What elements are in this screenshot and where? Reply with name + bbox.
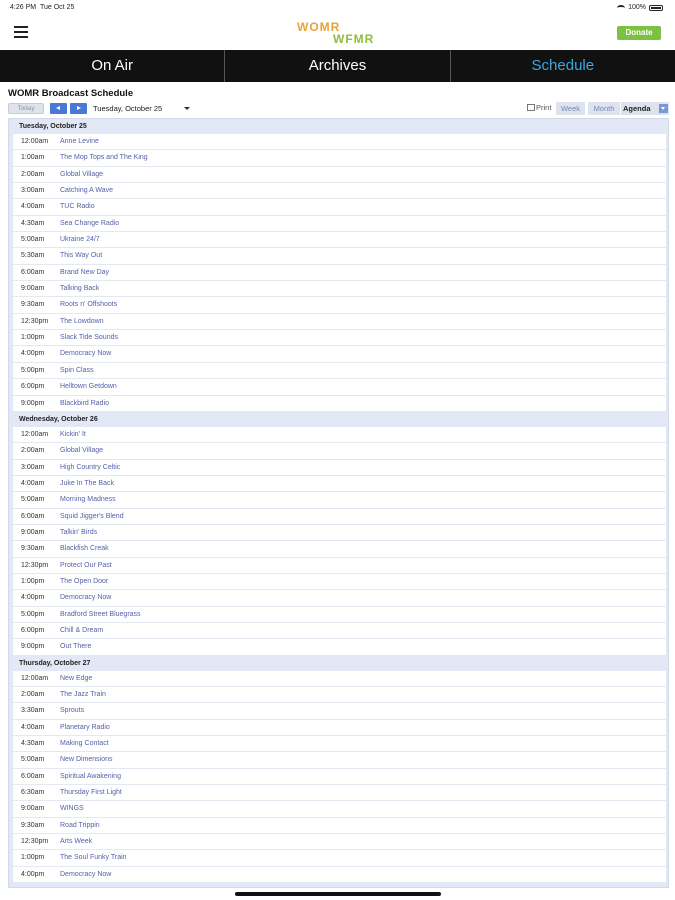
event-row[interactable] — [13, 330, 666, 346]
day-header: Tuesday, October 25 — [9, 119, 668, 134]
view-week-tab[interactable]: Week — [556, 102, 585, 115]
event-row[interactable] — [13, 818, 666, 834]
event-time: 12:00am — [21, 674, 49, 682]
event-row[interactable] — [13, 867, 666, 883]
event-title[interactable]: Arts Week — [60, 838, 93, 846]
event-title[interactable]: New Edge — [60, 674, 93, 682]
view-month-tab[interactable]: Month — [588, 102, 620, 115]
event-title[interactable]: Juke In The Back — [60, 479, 114, 487]
tab-schedule[interactable]: Schedule — [531, 57, 595, 74]
event-row[interactable] — [13, 850, 666, 866]
event-row[interactable] — [13, 248, 666, 264]
event-title[interactable]: Sprouts — [60, 707, 85, 715]
event-time: 5:00am — [21, 756, 45, 764]
event-title[interactable]: Global Village — [60, 447, 104, 455]
event-row[interactable] — [13, 590, 666, 606]
print-label: Print — [536, 103, 552, 112]
event-time: 6:00am — [21, 512, 45, 520]
event-title[interactable]: Democracy Now — [60, 594, 112, 602]
event-time: 1:00pm — [21, 854, 45, 862]
event-row[interactable] — [13, 134, 666, 150]
event-row[interactable] — [13, 785, 666, 801]
event-time: 5:30am — [21, 252, 45, 260]
event-row[interactable] — [13, 736, 666, 752]
event-row[interactable] — [13, 216, 666, 232]
donate-button[interactable]: Donate — [617, 26, 661, 40]
event-title[interactable]: Ukraine 24/7 — [60, 236, 100, 244]
event-time: 1:00pm — [21, 334, 45, 342]
event-time: 1:00am — [21, 154, 45, 162]
event-time: 4:30am — [21, 219, 45, 227]
event-row[interactable] — [13, 639, 666, 655]
event-title[interactable]: Democracy Now — [60, 870, 112, 878]
print-icon — [527, 104, 535, 111]
event-row[interactable] — [13, 460, 666, 476]
event-title[interactable]: Helltown Getdown — [60, 383, 117, 391]
event-time: 5:00pm — [21, 610, 45, 618]
view-agenda-tab[interactable] — [621, 102, 669, 115]
event-title[interactable]: The Lowdown — [60, 317, 104, 325]
event-time: 4:00am — [21, 479, 45, 487]
event-time: 2:00am — [21, 170, 45, 178]
event-title[interactable]: Chill & Dream — [60, 626, 104, 634]
event-row[interactable] — [13, 671, 666, 687]
event-time: 9:00am — [21, 805, 45, 813]
event-row[interactable] — [13, 183, 666, 199]
event-title[interactable]: Slack Tide Sounds — [60, 334, 118, 342]
event-time: 12:30pm — [21, 838, 49, 846]
event-time: 6:00am — [21, 268, 45, 276]
tab-on-air[interactable]: On Air — [0, 50, 225, 82]
event-title[interactable]: Roots n' Offshoots — [60, 301, 118, 309]
schedule-title: WOMR Broadcast Schedule — [8, 88, 134, 99]
battery-percent: 100% — [628, 4, 646, 11]
menu-icon[interactable] — [14, 26, 28, 38]
event-time: 6:30am — [21, 789, 45, 797]
current-date-label[interactable]: Tuesday, October 25 — [93, 104, 163, 113]
event-title[interactable]: Protect Our Past — [60, 561, 112, 569]
battery-icon — [649, 5, 663, 11]
event-title[interactable]: WINGS — [60, 805, 84, 813]
event-title[interactable]: Talking Back — [60, 285, 100, 293]
event-title[interactable]: The Jazz Train — [60, 691, 106, 698]
wifi-icon — [617, 5, 625, 11]
event-row[interactable] — [13, 363, 666, 379]
event-time: 12:00am — [21, 430, 49, 438]
event-row[interactable] — [13, 265, 666, 281]
event-row[interactable] — [13, 509, 666, 525]
event-title[interactable]: Catching A Wave — [60, 187, 114, 195]
event-row[interactable] — [13, 443, 666, 459]
event-title[interactable]: Spin Class — [60, 366, 94, 374]
view-agenda-label: Agenda — [623, 104, 651, 113]
event-title[interactable]: Out There — [60, 643, 92, 651]
calendar-toolbar — [8, 102, 669, 116]
event-time: 4:00am — [21, 203, 45, 211]
event-time: 3:00am — [21, 187, 45, 195]
day-header: Thursday, October 27 — [9, 656, 668, 671]
event-title[interactable]: The Soul Funky Train — [60, 854, 127, 862]
station-logo — [297, 20, 379, 46]
event-row[interactable] — [13, 427, 666, 443]
event-row[interactable] — [13, 492, 666, 508]
event-time: 4:30am — [21, 740, 45, 748]
day-header: Wednesday, October 26 — [9, 412, 668, 427]
event-row[interactable] — [13, 379, 666, 395]
logo-wfmr: WFMR — [333, 32, 375, 46]
event-time: 3:30am — [21, 707, 45, 715]
event-time: 9:30am — [21, 821, 45, 829]
prev-arrow-icon[interactable] — [50, 103, 67, 114]
event-row[interactable] — [13, 558, 666, 574]
event-title[interactable]: Planetary Radio — [60, 723, 110, 731]
event-row[interactable] — [13, 720, 666, 736]
main-nav — [0, 50, 675, 82]
event-row[interactable] — [13, 752, 666, 768]
event-row[interactable] — [13, 607, 666, 623]
event-title[interactable]: Sea Change Radio — [60, 219, 120, 227]
event-row[interactable] — [13, 297, 666, 313]
event-time: 9:30am — [21, 545, 45, 553]
status-date: Tue Oct 25 — [39, 4, 75, 11]
tab-archives[interactable]: Archives — [225, 50, 450, 82]
event-title[interactable]: Global Village — [60, 170, 104, 178]
print-button[interactable] — [527, 103, 551, 112]
app-header — [0, 16, 675, 50]
event-title[interactable]: Road Trippin — [60, 821, 100, 829]
event-title[interactable]: Spiritual Awakening — [60, 772, 121, 780]
event-title[interactable]: Squid Jigger's Blend — [60, 512, 124, 520]
event-title[interactable]: Making Contact — [60, 740, 109, 748]
status-indicators — [617, 4, 663, 11]
event-title[interactable]: Democracy Now — [60, 350, 112, 358]
event-title[interactable]: Blackbird Radio — [60, 399, 110, 407]
event-time: 9:30am — [21, 301, 45, 309]
event-title[interactable]: TUC Radio — [60, 203, 95, 211]
event-time: 4:00pm — [21, 350, 45, 358]
event-row[interactable] — [13, 346, 666, 362]
event-time: 12:30pm — [21, 317, 49, 325]
event-time: 5:00am — [21, 496, 45, 504]
event-title[interactable]: Kickin' It — [60, 430, 86, 438]
event-title[interactable]: The Mop Tops and The King — [60, 154, 148, 162]
event-row[interactable] — [13, 623, 666, 639]
status-bar — [0, 0, 675, 16]
event-row[interactable] — [13, 525, 666, 541]
event-row[interactable] — [13, 150, 666, 166]
event-row[interactable] — [13, 801, 666, 817]
event-time: 6:00pm — [21, 383, 45, 391]
event-time: 4:00pm — [21, 870, 45, 878]
event-time: 9:00am — [21, 285, 45, 293]
date-caret-icon[interactable] — [184, 107, 190, 110]
event-time: 2:00am — [21, 691, 45, 698]
event-title[interactable]: Thursday First Light — [60, 789, 122, 797]
event-time: 9:00pm — [21, 399, 45, 407]
event-time: 12:00am — [21, 138, 49, 145]
status-time: 4:26 PM — [10, 4, 37, 11]
event-title[interactable]: Morning Madness — [60, 496, 116, 504]
event-time: 5:00am — [21, 236, 45, 244]
event-row[interactable] — [13, 687, 666, 703]
event-row[interactable] — [13, 396, 666, 412]
event-title[interactable]: New Dimensions — [60, 756, 113, 764]
event-time: 9:00pm — [21, 643, 45, 651]
agenda-dropdown-icon[interactable] — [659, 104, 668, 113]
event-row[interactable] — [13, 232, 666, 248]
event-time: 3:00am — [21, 463, 45, 471]
event-row[interactable] — [13, 281, 666, 297]
event-row[interactable] — [13, 574, 666, 590]
event-time: 12:30pm — [21, 561, 49, 569]
event-title[interactable]: Blackfish Creak — [60, 545, 109, 553]
event-time: 5:00pm — [21, 366, 45, 374]
today-button[interactable]: Today — [8, 103, 44, 114]
event-time: 6:00pm — [21, 626, 45, 634]
event-time: 1:00pm — [21, 577, 45, 585]
event-time: 2:00am — [21, 447, 45, 455]
event-time: 9:00am — [21, 528, 45, 536]
event-row[interactable] — [13, 199, 666, 215]
event-row[interactable] — [13, 769, 666, 785]
event-title[interactable]: Brand New Day — [60, 268, 110, 276]
event-row[interactable] — [13, 703, 666, 719]
event-title[interactable]: Bradford Street Bluegrass — [60, 610, 141, 618]
event-title[interactable]: Anne Levine — [60, 138, 99, 145]
event-row[interactable] — [13, 476, 666, 492]
event-time: 4:00am — [21, 723, 45, 731]
event-row[interactable] — [13, 314, 666, 330]
home-indicator[interactable] — [235, 892, 441, 896]
event-row[interactable] — [13, 834, 666, 850]
event-row[interactable] — [13, 541, 666, 557]
status-time-date — [10, 4, 74, 11]
event-title[interactable]: Talkin' Birds — [60, 528, 98, 536]
logo-womr: WOMR — [297, 20, 341, 34]
event-time: 4:00pm — [21, 594, 45, 602]
event-title[interactable]: This Way Out — [60, 252, 103, 260]
event-title[interactable]: High Country Celtic — [60, 463, 121, 471]
next-arrow-icon[interactable] — [70, 103, 87, 114]
event-row[interactable] — [13, 167, 666, 183]
event-time: 6:00am — [21, 772, 45, 780]
agenda-list — [8, 118, 669, 888]
event-title[interactable]: The Open Door — [60, 577, 109, 585]
